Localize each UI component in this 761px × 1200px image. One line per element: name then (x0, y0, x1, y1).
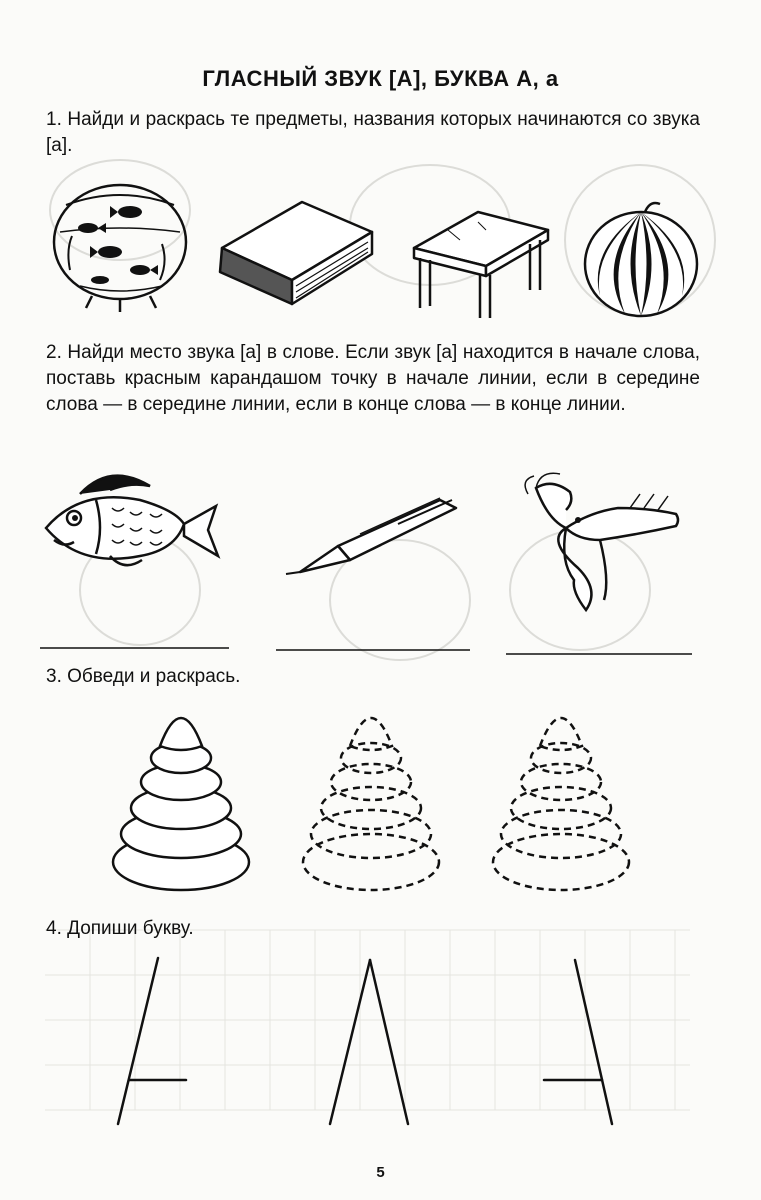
table-icon[interactable] (414, 212, 548, 318)
pyramid-toy-dashed-icon[interactable] (493, 718, 629, 890)
page-number: 5 (376, 1164, 385, 1181)
task-4-text: 4. Допиши букву. (46, 918, 194, 939)
fish-icon[interactable] (46, 476, 218, 565)
task-2-text: 2. Найди место звука [а] в слове. Если звук [а] находится в начале слова, поставь красным карандашом точку в начале линии, если в середине слова — в середине линии, если в конце слова — в конце линии. (46, 342, 700, 415)
letter-a-incomplete-icon[interactable] (330, 960, 408, 1124)
pen-icon[interactable] (286, 498, 456, 574)
pyramid-toy-solid-icon[interactable] (113, 718, 249, 890)
answer-lines (40, 648, 692, 654)
watermelon-icon[interactable] (585, 203, 697, 316)
letter-a-stroke-icon[interactable] (118, 958, 186, 1124)
task-1-text: 1. Найди и раскрась те предметы, названия которых начинаются со звука [а]. (46, 109, 700, 156)
pyramid-toy-dashed-icon[interactable] (303, 718, 439, 890)
page-title: ГЛАСНЫЙ ЗВУК [А], БУКВА А, а (202, 66, 559, 91)
aquarium-icon[interactable] (54, 185, 186, 312)
letter-a-incomplete-icon[interactable] (544, 960, 612, 1124)
book-icon[interactable] (220, 202, 372, 304)
task-3-text: 3. Обведи и раскрась. (46, 666, 241, 687)
lobster-icon[interactable] (525, 473, 678, 610)
